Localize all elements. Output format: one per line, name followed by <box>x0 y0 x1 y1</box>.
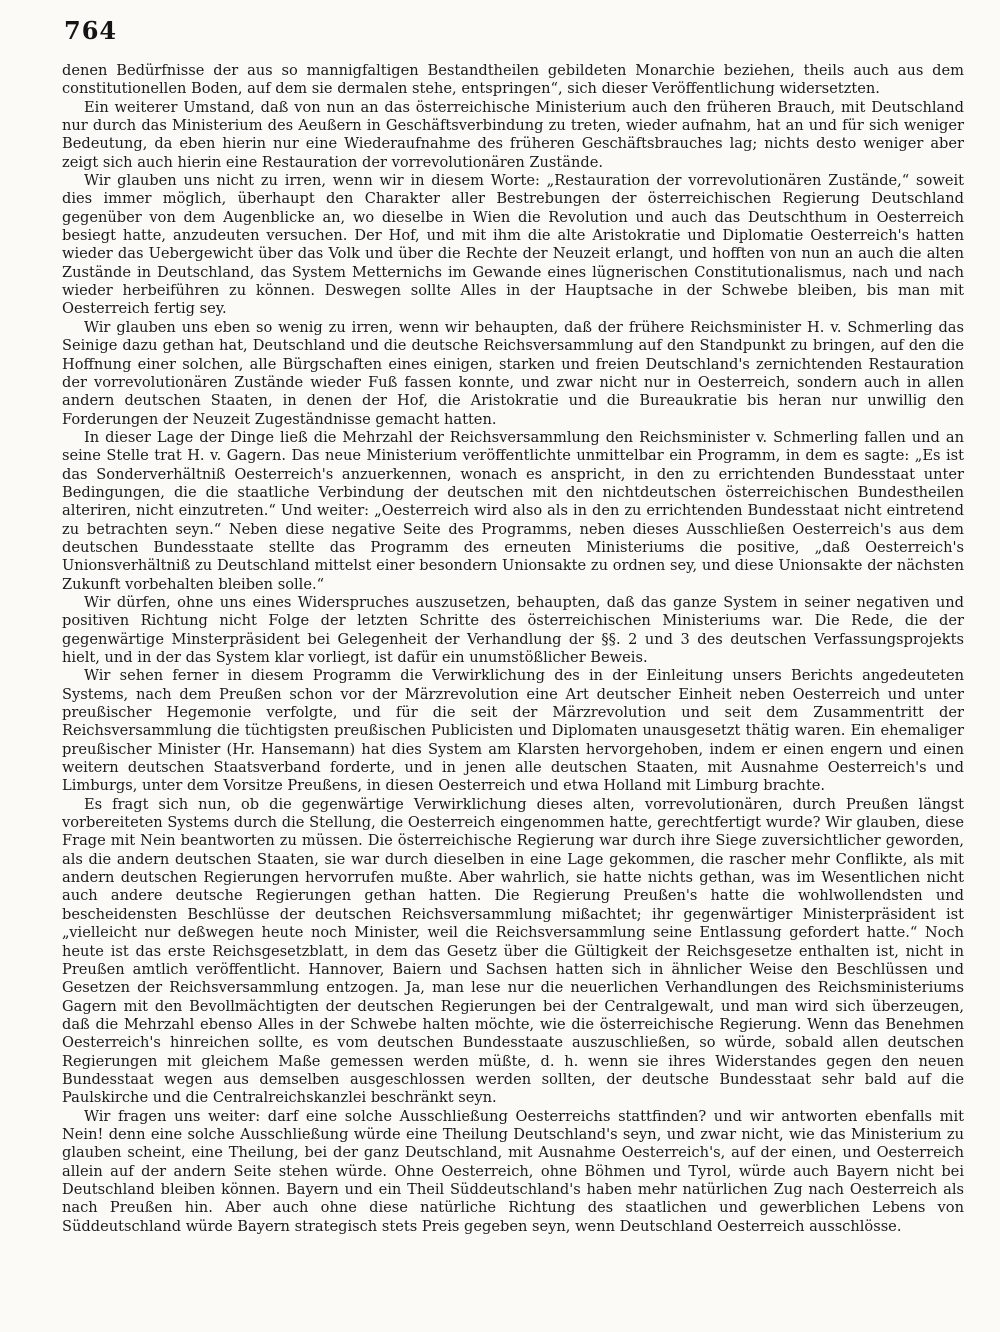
paragraph: Wir glauben uns eben so wenig zu irren, wenn wir behaupten, daß der frühere Reichsminister H. v. Schmerling das Seinige dazu gethan hat, Deutschland und die deutsche Reichsversammlung auf den Standpunkt zu bringen, auf den die Hoffnung einer solchen, alle Bürgschaften eines einigen, starken und freien Deutschland's zernichtenden Restauration der vorrevolutionären Zustände wieder Fuß fassen konnte, und zwar nicht nur in Oesterreich, sondern auch in allen andern deutschen Staaten, in denen der Hof, die Aristokratie und die Bureaukratie bis heran nur unwillig den Forderungen der Neuzeit Zugeständnisse gemacht hatten. <box>62 318 964 428</box>
paragraph: Wir fragen uns weiter: darf eine solche Ausschließung Oesterreichs stattfinden? und wir antworten ebenfalls mit Nein! denn eine solche Ausschließung würde eine Theilung Deutschland's seyn, und zwar nicht, wie das Ministerium zu glauben scheint, eine Theilung, bei der ganz Deutschland, mit Ausnahme Oesterreich's, auf der einen, und Oesterreich allein auf der andern Seite stehen würde. Ohne Oesterreich, ohne Böhmen und Tyrol, würde auch Bayern nicht bei Deutschland bleiben können. Bayern und ein Theil Süddeutschland's haben mehr natürlichen Zug nach Oesterreich als nach Preußen hin. Aber auch ohne diese natürliche Richtung des staatlichen und gewerblichen Lebens von Süddeutschland würde Bayern strategisch stets Preis gegeben seyn, wenn Deutschland Oesterreich ausschlösse. <box>62 1107 964 1235</box>
body-text <box>62 62 964 1236</box>
paragraph: denen Bedürfnisse der aus so mannigfaltigen Bestandtheilen gebildeten Monarchie beziehen, theils auch aus dem constitutionellen Boden, auf dem sie dermalen stehe, entspringen“, sich dieser Veröffentlichung widersetzten. <box>62 62 964 98</box>
paragraph: Es fragt sich nun, ob die gegenwärtige Verwirklichung dieses alten, vorrevolutionären, durch Preußen längst vorbereiteten Systems durch die Stellung, die Oesterreich eingenommen hatte, gerechtfertigt wurde? Wir glauben, diese Frage mit Nein beantworten zu müssen. Die österreichische Regierung war durch ihre Siege zuversichtlicher geworden, als die andern deutschen Staaten, sie war durch dieselben in eine Lage gekommen, die rascher mehr Conflikte, als mit andern deutschen Regierungen hervorrufen mußte. Aber wahrlich, sie hatte nichts gethan, was im Wesentlichen nicht auch andere deutsche Regierungen gethan hatten. Die Regierung Preußen's hatte die wohlwollendsten und bescheidensten Beschlüsse der deutschen Reichsversammlung mißachtet; ihr gegenwärtiger Ministerpräsident ist „vielleicht nur deßwegen heute noch Minister, weil die Reichsversammlung seine Entlassung gefordert hatte.“ Noch heute ist das erste Reichsgesetzblatt, in dem das Gesetz über die Gültigkeit der Reichsgesetze enthalten ist, nicht in Preußen amtlich veröffentlicht. Hannover, Baiern und Sachsen hatten sich in ähnlicher Weise den Beschlüssen und Gesetzen der Reichsversammlung entzogen. Ja, man lese nur die neuerlichen Verhandlungen des Reichsministeriums Gagern mit den Bevollmächtigten der deutschen Regierungen bei der Centralgewalt, und man wird sich überzeugen, daß die Mehrzahl ebenso Alles in der Schwebe halten möchte, wie die österreichische Regierung. Wenn das Benehmen Oesterreich's hinreichen sollte, es vom deutschen Bundesstaate auszuschließen, so würde, sobald allen deutschen Regierungen mit gleichem Maße gemessen werden müßte, d. h. wenn sie ihres Widerstandes gegen den neuen Bundesstaat wegen aus demselben ausgeschlossen werden sollten, der deutsche Bundesstaat sehr bald auf die Paulskirche und die Centralreichskanzlei beschränkt seyn. <box>62 795 964 1107</box>
paragraph: Ein weiterer Umstand, daß von nun an das österreichische Ministerium auch den früheren Brauch, mit Deutschland nur durch das Ministerium des Aeußern in Geschäftsverbindung zu treten, wieder aufnahm, hat an und für sich weniger Bedeutung, da eben hierin nur eine Wiederaufnahme des früheren Geschäftsbrauches lag; nichts desto weniger aber zeigt sich auch hierin eine Restauration der vorrevolutionären Zustände. <box>62 98 964 171</box>
page-number: 764 <box>64 16 118 45</box>
paragraph: Wir glauben uns nicht zu irren, wenn wir in diesem Worte: „Restauration der vorrevolutionären Zustände,“ soweit dies immer möglich, überhaupt den Charakter aller Bestrebungen der österreichischen Regierung Deutschland gegenüber von dem Augenblicke an, wo dieselbe in Wien die Revolution und auch das Deutschthum in Oesterreich besiegt hatte, anzudeuten versuchen. Der Hof, und mit ihm die alte Aristokratie und Diplomatie Oesterreich's hatten wieder das Uebergewicht über das Volk und über die Rechte der Neuzeit erlangt, und hofften von nun an auch die alten Zustände in Deutschland, das System Metternichs im Gewande eines lügnerischen Constitutionalismus, nach und nach wieder herbeiführen zu können. Deswegen sollte Alles in der Hauptsache in der Schwebe bleiben, bis man mit Oesterreich fertig sey. <box>62 172 964 318</box>
paragraph: Wir dürfen, ohne uns eines Widerspruches auszusetzen, behaupten, daß das ganze System in seiner negativen und positiven Richtung nicht Folge der letzten Schritte des österreichischen Ministeriums war. Die Rede, die der gegenwärtige Minsterpräsident bei Gelegenheit der Verhandlung der §§. 2 und 3 des deutschen Verfassungsprojekts hielt, und in der das System klar vorliegt, ist dafür ein unumstößlicher Beweis. <box>62 593 964 666</box>
paragraph: In dieser Lage der Dinge ließ die Mehrzahl der Reichsversammlung den Reichsminister v. Schmerling fallen und an seine Stelle trat H. v. Gagern. Das neue Ministerium veröffentlichte unmittelbar ein Programm, in dem es sagte: „Es ist das Sonderverhältniß Oesterreich's anzuerkennen, wonach es anspricht, in den zu errichtenden Bundesstaat unter Bedingungen, die die staatliche Verbindung der deutschen mit den nichtdeutschen österreichischen Bundestheilen alteriren, nicht einzutreten.“ Und weiter: „Oesterreich wird also als in den zu errichtenden Bundesstaat nicht eintretend zu betrachten seyn.“ Neben diese negative Seite des Programms, neben dieses Ausschließen Oesterreich's aus dem deutschen Bundesstaate stellte das Programm des erneuten Ministeriums die positive, „daß Oesterreich's Unionsverhältniß zu Deutschland mittelst einer besondern Unionsakte zu ordnen sey, und diese Unionsakte der nächsten Zukunft vorbehalten bleiben solle.“ <box>62 428 964 593</box>
paragraph: Wir sehen ferner in diesem Programm die Verwirklichung des in der Einleitung unsers Berichts angedeuteten Systems, nach dem Preußen schon vor der Märzrevolution eine Art deutscher Einheit neben Oesterreich und unter preußischer Hegemonie verfolgte, und für die seit der Märzrevolution und seit dem Zusammentritt der Reichsversammlung die tüchtigsten preußischen Publicisten und Diplomaten unausgesetzt thätig waren. Ein ehemaliger preußischer Minister (Hr. Hansemann) hat dies System am Klarsten hervorgehoben, indem er einen engern und einen weitern deutschen Staatsverband forderte, und in jenen alle deutschen Staaten, mit Ausnahme Oesterreich's und Limburgs, unter dem Vorsitze Preußens, in diesen Oesterreich und etwa Holland mit Limburg brachte. <box>62 667 964 795</box>
